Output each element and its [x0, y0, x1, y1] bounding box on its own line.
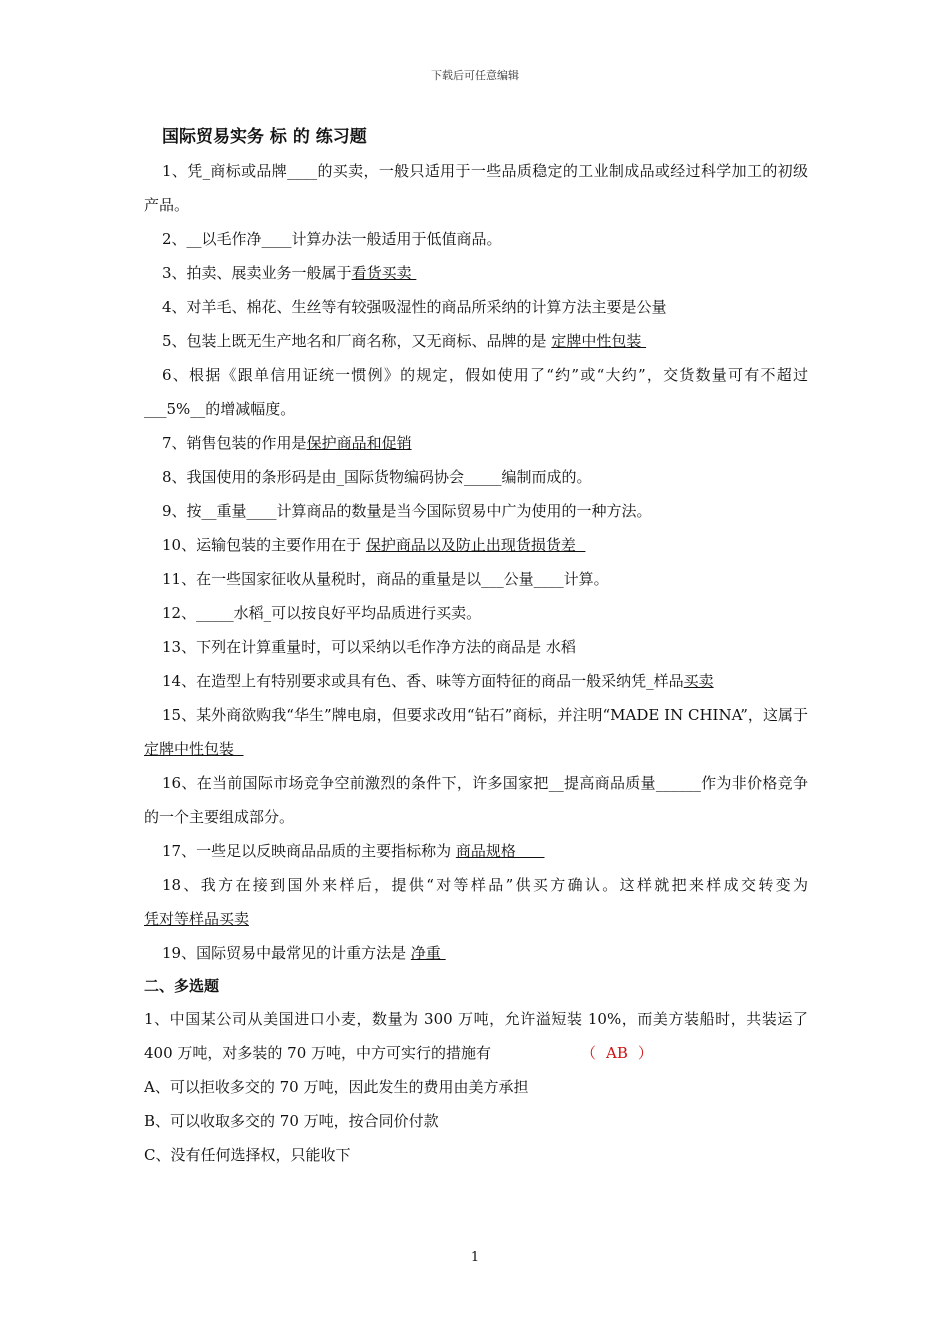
question-text: 在当前国际市场竞争空前激烈的条件下，许多国家把__提高商品质量______作为非价格竞争的一个主要组成部分。 [144, 774, 808, 826]
question-2-1 [144, 1002, 808, 1070]
underlined-answer: 净重 [410, 944, 446, 962]
question-item [144, 664, 808, 698]
underlined-answer: 定牌中性包装 [551, 332, 647, 350]
question-item [144, 324, 808, 358]
question-item [144, 596, 808, 630]
question-number: 7、 [162, 434, 187, 452]
question-number: 2、 [162, 230, 187, 248]
question-number: 12、 [162, 604, 197, 622]
question-text: 一些足以反映商品品质的主要指标称为 [196, 842, 456, 860]
question-item [144, 834, 808, 868]
fill-in-questions [144, 154, 808, 970]
question-number: 18、 [162, 876, 201, 894]
option-c: C、没有任何选择权，只能收下 [144, 1146, 351, 1164]
question-number: 13、 [162, 638, 197, 656]
question-text: 国际贸易中最常见的计重方法是 [196, 944, 411, 962]
question-text: 在造型上有特别要求或具有色、香、味等方面特征的商品一般采纳凭_样品 [196, 672, 684, 690]
document-title: 国际贸易实务 标 的 练习题 [162, 127, 367, 147]
question-text: 某外商欲购我“华生”牌电扇，但要求改用“钻石”商标，并注明“MADE IN CHINA”，这属于 [196, 706, 808, 724]
answer: （ AB ） [581, 1044, 653, 1062]
question-text: 我方在接到国外来样后，提供“对等样品”供买方确认。这样就把来样成交转变为 [200, 876, 809, 894]
question-number: 1、 [162, 162, 188, 180]
question-number: 15、 [162, 706, 197, 724]
underlined-answer: 商品规格 [455, 842, 545, 860]
question-text: 1、中国某公司从美国进口小麦，数量为 300 万吨，允许溢短装 10%，而美方装船时，共装运了 400 万吨，对多装的 70 万吨，中方可实行的措施有 [144, 1010, 808, 1062]
question-number: 6、 [162, 366, 190, 384]
question-item [144, 426, 808, 460]
question-text: _____水稻_可以按良好平均品质进行买卖。 [196, 604, 482, 622]
underlined-answer: 保护商品和促销 [306, 434, 412, 452]
question-text: 按__重量____计算商品的数量是当今国际贸易中广为使用的一种方法。 [186, 502, 652, 520]
question-item [144, 766, 808, 834]
question-text: 我国使用的条形码是由_国际货物编码协会_____编制而成的。 [186, 468, 592, 486]
question-number: 5、 [162, 332, 187, 350]
question-item [144, 290, 808, 324]
section-heading-multiple-choice: 二、多选题 [144, 977, 220, 995]
question-item [144, 528, 808, 562]
document-body [144, 124, 808, 1172]
question-item [144, 256, 808, 290]
question-number: 11、 [162, 570, 197, 588]
underlined-answer: 看货买卖 [351, 264, 417, 282]
question-text: __以毛作净____计算办法一般适用于低值商品。 [186, 230, 502, 248]
question-text: 包装上既无生产地名和厂商名称，又无商标、品牌的是 [186, 332, 552, 350]
question-text: 下列在计算重量时，可以采纳以毛作净方法的商品是 水稻 [196, 638, 576, 656]
underlined-answer: 买卖 [683, 672, 714, 690]
question-item [144, 936, 808, 970]
underlined-answer: 定牌中性包装 [144, 740, 244, 758]
question-item [144, 154, 808, 222]
question-number: 16、 [162, 774, 197, 792]
question-number: 8、 [162, 468, 187, 486]
page-header: 下载后可任意编辑 [431, 69, 519, 82]
underlined-answer: 凭对等样品买卖 [144, 910, 250, 928]
question-item [144, 562, 808, 596]
question-item [144, 494, 808, 528]
option-a: A、可以拒收多交的 70 万吨，因此发生的费用由美方承担 [144, 1078, 529, 1096]
question-number: 3、 [162, 264, 187, 282]
question-item [144, 358, 808, 426]
question-item [144, 460, 808, 494]
question-number: 9、 [162, 502, 187, 520]
option-b: B、可以收取多交的 70 万吨，按合同价付款 [144, 1112, 439, 1130]
question-text: 在一些国家征收从量税时，商品的重量是以___公量____计算。 [196, 570, 609, 588]
question-text: 运输包装的主要作用在于 [196, 536, 366, 554]
question-text: 拍卖、展卖业务一般属于 [186, 264, 352, 282]
underlined-answer: 保护商品以及防止出现货损货差 [365, 536, 586, 554]
question-number: 14、 [162, 672, 197, 690]
page-number: 1 [470, 1250, 480, 1265]
question-text: 凭_商标或品牌____的买卖，一般只适用于一些品质稳定的工业制成品或经过科学加工的初级产品。 [144, 162, 808, 214]
question-number: 10、 [162, 536, 197, 554]
question-number: 17、 [162, 842, 197, 860]
question-item [144, 222, 808, 256]
question-item [144, 868, 808, 936]
question-number: 19、 [162, 944, 197, 962]
question-text: 对羊毛、棉花、生丝等有较强吸湿性的商品所采纳的计算方法主要是公量 [186, 298, 667, 316]
question-text: 销售包装的作用是 [186, 434, 307, 452]
question-item [144, 630, 808, 664]
question-text: 根据《跟单信用证统一惯例》的规定，假如使用了“约”或“大约”，交货数量可有不超过___5%__的增减幅度。 [144, 366, 808, 418]
question-number: 4、 [162, 298, 187, 316]
question-item [144, 698, 808, 766]
